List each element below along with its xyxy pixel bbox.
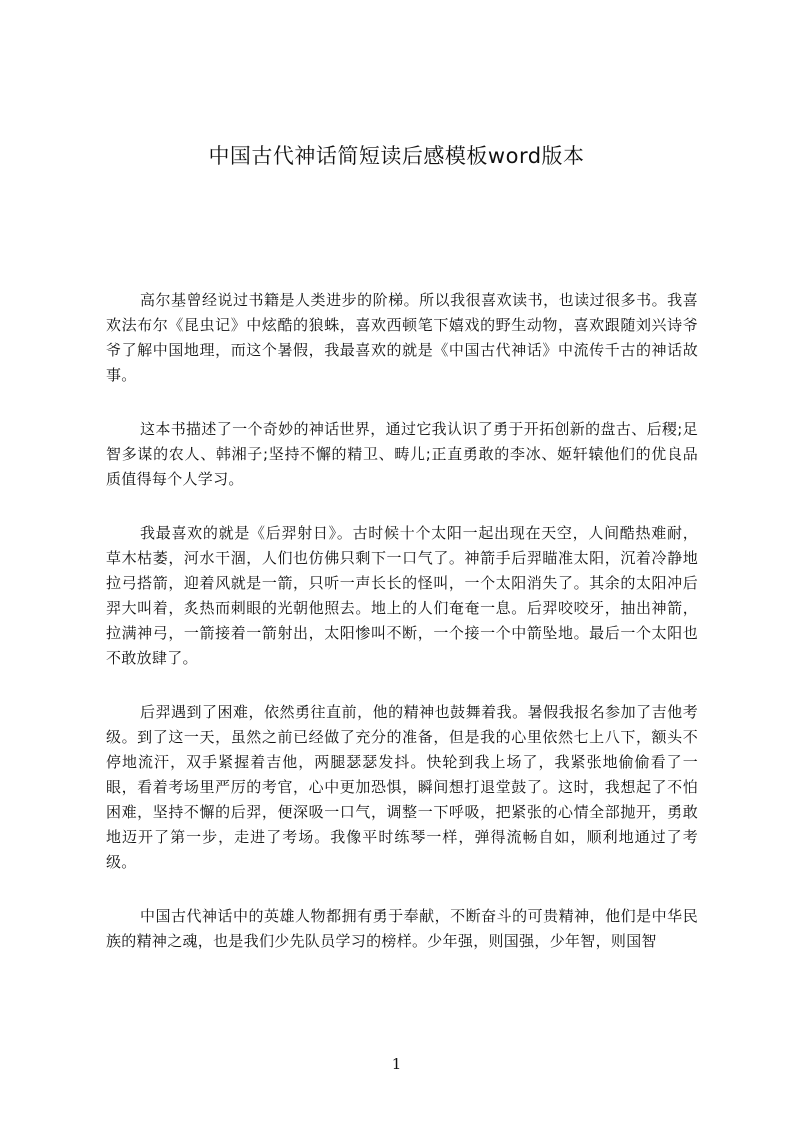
paragraph-5: 中国古代神话中的英雄人物都拥有勇于奉献，不断奋斗的可贵精神，他们是中华民族的精神之魂，也是我们少先队员学习的榜样。少年强，则国强，少年智，则国智 — [106, 907, 698, 950]
paragraph-3: 我最喜欢的就是《后羿射日》。古时候十个太阳一起出现在天空，人间酷热难耐，草木枯萎，河水干涸，人们也仿佛只剩下一口气了。神箭手后羿瞄准太阳，沉着冷静地拉弓搭箭，迎着风就是一箭，只听一声长长的怪叫，一个太阳消失了。其余的太阳冲后羿大叫着，炙热而刺眼的光朝他照去。地上的人们奄奄一息。后羿咬咬牙，抽出神箭，拉满神弓，一箭接着一箭射出，太阳惨叫不断，一个接一个中箭坠地。最后一个太阳也不敢放肆了。 — [106, 524, 698, 667]
document-title: 中国古代神话简短读后感模板word版本 — [208, 144, 585, 168]
paragraph-2: 这本书描述了一个奇妙的神话世界，通过它我认识了勇于开拓创新的盘古、后稷;足智多谋的农人、韩湘子;坚持不懈的精卫、畴儿;正直勇敢的李冰、姬轩辕他们的优良品质值得每个人学习。 — [106, 420, 698, 488]
document-body — [106, 288, 698, 983]
page-number: 1 — [391, 1055, 402, 1073]
paragraph-4: 后羿遇到了困难，依然勇往直前，他的精神也鼓舞着我。暑假我报名参加了吉他考级。到了这一天，虽然之前已经做了充分的准备，但是我的心里依然七上八下，额头不停地流汗，双手紧握着吉他，两腿瑟瑟发抖。快轮到我上场了，我紧张地偷偷看了一眼，看着考场里严厉的考官，心中更加恐惧，瞬间想打退堂鼓了。这时，我想起了不怕困难，坚持不懈的后羿，便深吸一口气，调整一下呼吸，把紧张的心情全部抛开，勇敢地迈开了第一步，走进了考场。我像平时练琴一样，弹得流畅自如，顺利地通过了考级。 — [106, 703, 698, 871]
paragraph-1: 高尔基曾经说过书籍是人类进步的阶梯。所以我很喜欢读书，也读过很多书。我喜欢法布尔《昆虫记》中炫酷的狼蛛，喜欢西顿笔下嬉戏的野生动物，喜欢跟随刘兴诗爷爷了解中国地理，而这个暑假，我最喜欢的就是《中国古代神话》中流传千古的神话故事。 — [106, 291, 698, 384]
